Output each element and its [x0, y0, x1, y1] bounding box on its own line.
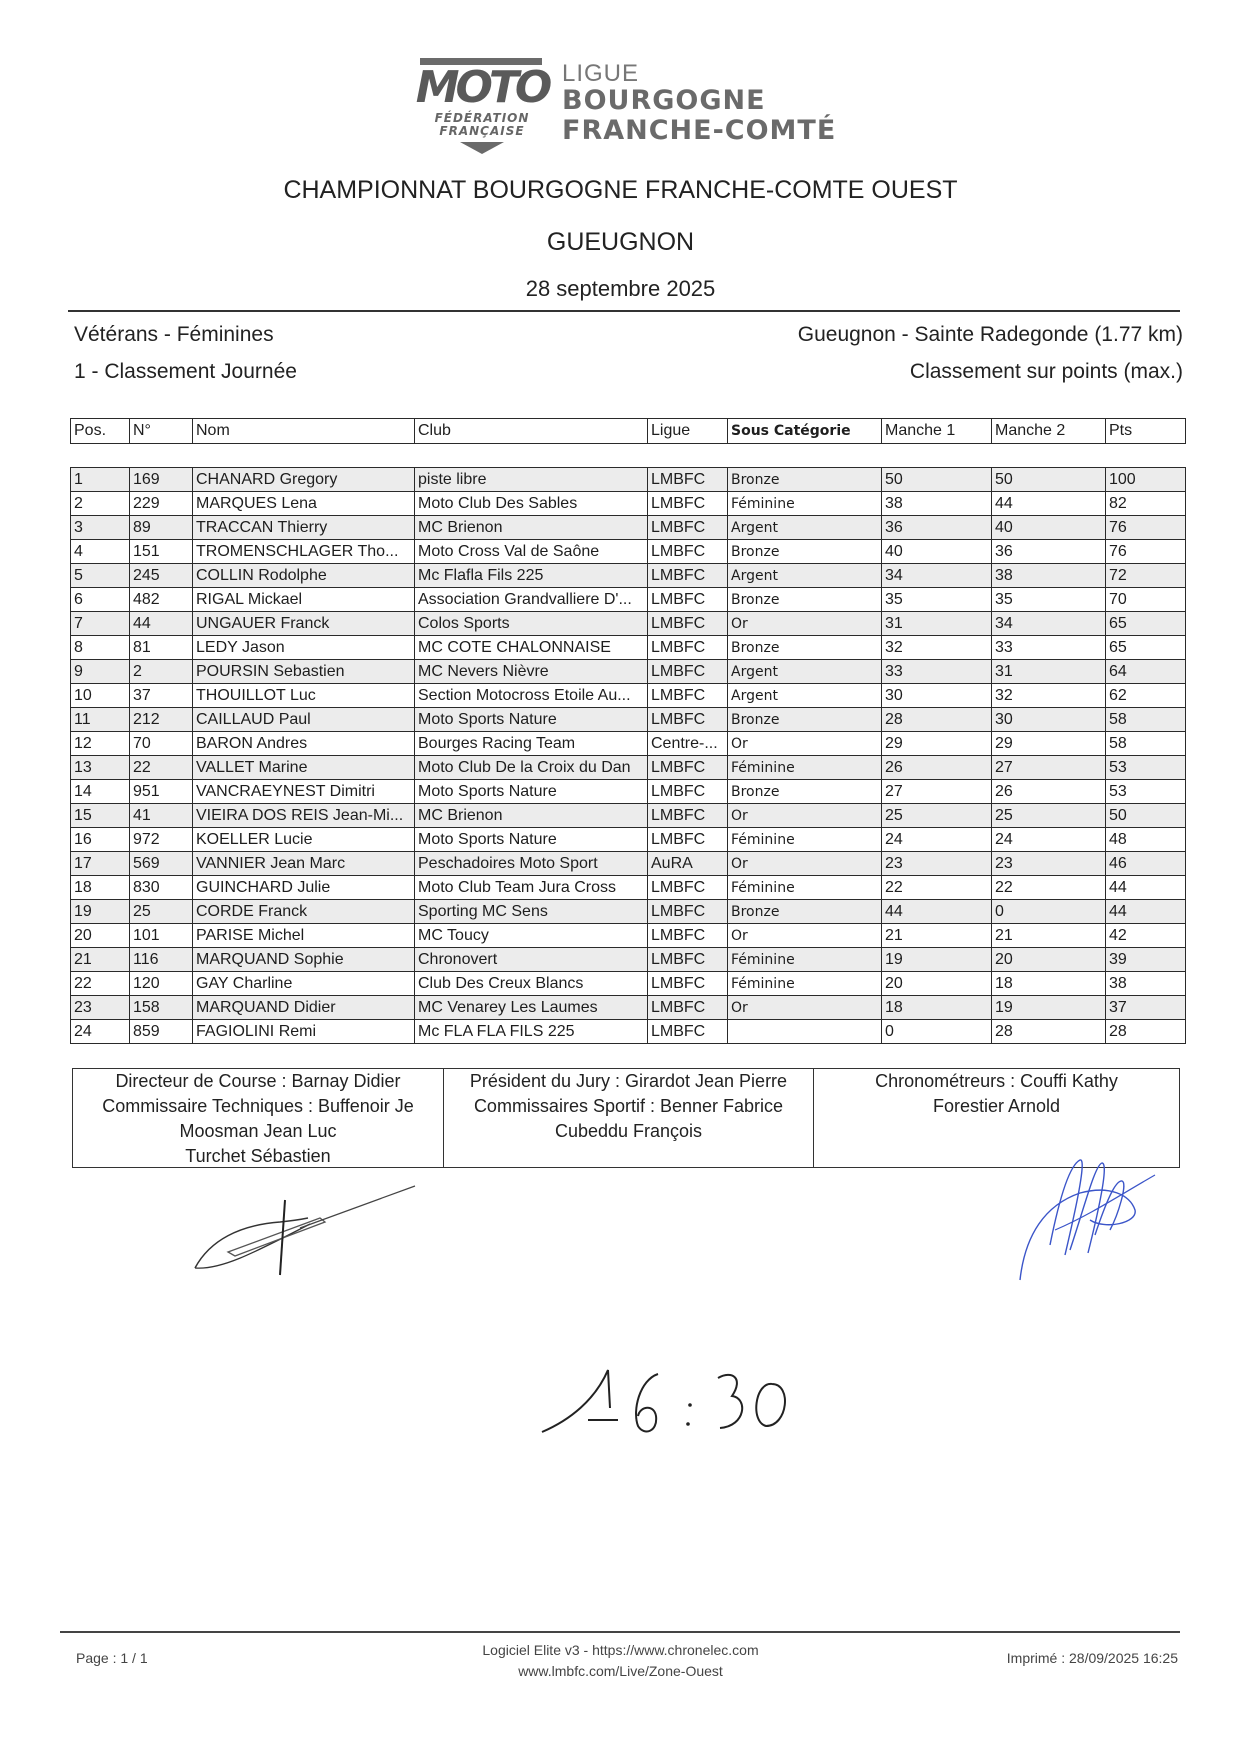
cell-subcategory: Féminine — [728, 492, 882, 516]
page-number: Page : 1 / 1 — [76, 1650, 148, 1666]
cell-pos: 24 — [71, 1020, 130, 1044]
cell-league: LMBFC — [648, 948, 728, 972]
race-director-signature — [180, 1180, 420, 1290]
cell-race2: 28 — [992, 1020, 1106, 1044]
cell-name: THOUILLOT Luc — [193, 684, 415, 708]
table-row — [71, 660, 1186, 684]
logo-ligue: LIGUE — [562, 60, 640, 87]
table-row — [71, 564, 1186, 588]
table-row — [71, 828, 1186, 852]
cell-club: Moto Club De la Croix du Dan — [415, 756, 648, 780]
cell-name: GAY Charline — [193, 972, 415, 996]
cell-number: 169 — [130, 468, 193, 492]
cell-number: 120 — [130, 972, 193, 996]
col-header-pos: Pos. — [71, 419, 130, 444]
cell-points: 65 — [1106, 612, 1186, 636]
cell-club: Moto Cross Val de Saône — [415, 540, 648, 564]
cell-subcategory: Bronze — [728, 468, 882, 492]
cell-club: MC Venarey Les Laumes — [415, 996, 648, 1020]
cell-race2: 33 — [992, 636, 1106, 660]
cell-race1: 19 — [882, 948, 992, 972]
cell-pos: 21 — [71, 948, 130, 972]
table-row — [71, 756, 1186, 780]
cell-league: LMBFC — [648, 972, 728, 996]
cell-points: 53 — [1106, 756, 1186, 780]
cell-club: Mc FLA FLA FILS 225 — [415, 1020, 648, 1044]
cell-number: 569 — [130, 852, 193, 876]
cell-pos: 8 — [71, 636, 130, 660]
cell-league: LMBFC — [648, 660, 728, 684]
cell-subcategory: Argent — [728, 684, 882, 708]
table-row — [71, 804, 1186, 828]
col-header-race2: Manche 2 — [992, 419, 1106, 444]
cell-name: RIGAL Mickael — [193, 588, 415, 612]
cell-race2: 27 — [992, 756, 1106, 780]
cell-league: LMBFC — [648, 492, 728, 516]
cell-subcategory — [728, 1020, 882, 1044]
cell-name: CORDE Franck — [193, 900, 415, 924]
cell-subcategory: Féminine — [728, 972, 882, 996]
cell-points: 48 — [1106, 828, 1186, 852]
cell-points: 100 — [1106, 468, 1186, 492]
cell-subcategory: Bronze — [728, 900, 882, 924]
cell-race1: 30 — [882, 684, 992, 708]
cell-club: MC Brienon — [415, 516, 648, 540]
cell-number: 41 — [130, 804, 193, 828]
cell-league: LMBFC — [648, 996, 728, 1020]
cell-points: 44 — [1106, 900, 1186, 924]
handwritten-time — [540, 1360, 800, 1460]
logo-region-line1: BOURGOGNE — [562, 85, 766, 116]
table-row — [71, 468, 1186, 492]
cell-number: 245 — [130, 564, 193, 588]
cell-subcategory: Féminine — [728, 876, 882, 900]
cell-name: POURSIN Sebastien — [193, 660, 415, 684]
cell-subcategory: Féminine — [728, 756, 882, 780]
cell-name: COLLIN Rodolphe — [193, 564, 415, 588]
cell-race1: 25 — [882, 804, 992, 828]
cell-pos: 12 — [71, 732, 130, 756]
cell-number: 951 — [130, 780, 193, 804]
cell-name: UNGAUER Franck — [193, 612, 415, 636]
cell-league: LMBFC — [648, 588, 728, 612]
cell-points: 44 — [1106, 876, 1186, 900]
cell-league: LMBFC — [648, 516, 728, 540]
cell-name: GUINCHARD Julie — [193, 876, 415, 900]
officials-race-direction — [73, 1069, 443, 1167]
cell-race1: 22 — [882, 876, 992, 900]
cell-race1: 44 — [882, 900, 992, 924]
cell-club: Sporting MC Sens — [415, 900, 648, 924]
cell-race2: 25 — [992, 804, 1106, 828]
cell-race2: 24 — [992, 828, 1106, 852]
col-header-number: N° — [130, 419, 193, 444]
table-row — [71, 732, 1186, 756]
cell-points: 37 — [1106, 996, 1186, 1020]
cell-race1: 29 — [882, 732, 992, 756]
results-table-header — [70, 418, 1186, 444]
cell-name: LEDY Jason — [193, 636, 415, 660]
logo-moto-text: MOTO — [415, 62, 549, 113]
cell-club: MC COTE CHALONNAISE — [415, 636, 648, 660]
cell-race2: 22 — [992, 876, 1106, 900]
table-row — [71, 780, 1186, 804]
cell-points: 58 — [1106, 732, 1186, 756]
cell-league: LMBFC — [648, 1020, 728, 1044]
cell-league: LMBFC — [648, 780, 728, 804]
cell-pos: 1 — [71, 468, 130, 492]
cell-subcategory: Bronze — [728, 588, 882, 612]
cell-league: LMBFC — [648, 564, 728, 588]
cell-race1: 50 — [882, 468, 992, 492]
cell-pos: 13 — [71, 756, 130, 780]
cell-league: LMBFC — [648, 756, 728, 780]
cell-race2: 30 — [992, 708, 1106, 732]
cell-pos: 17 — [71, 852, 130, 876]
cell-race1: 0 — [882, 1020, 992, 1044]
cell-subcategory: Or — [728, 996, 882, 1020]
cell-league: LMBFC — [648, 924, 728, 948]
cell-race1: 23 — [882, 852, 992, 876]
cell-league: LMBFC — [648, 468, 728, 492]
cell-points: 46 — [1106, 852, 1186, 876]
cell-race2: 36 — [992, 540, 1106, 564]
cell-subcategory: Argent — [728, 564, 882, 588]
cell-league: LMBFC — [648, 684, 728, 708]
results-table — [70, 467, 1186, 1044]
cell-number: 44 — [130, 612, 193, 636]
cell-pos: 2 — [71, 492, 130, 516]
cell-pos: 19 — [71, 900, 130, 924]
cell-club: Peschadoires Moto Sport — [415, 852, 648, 876]
logo-chevron-icon — [460, 142, 504, 154]
cell-name: BARON Andres — [193, 732, 415, 756]
cell-league: AuRA — [648, 852, 728, 876]
timekeeper-2: Forestier Arnold — [932, 1096, 1061, 1116]
cell-subcategory: Bronze — [728, 636, 882, 660]
cell-points: 62 — [1106, 684, 1186, 708]
cell-pos: 15 — [71, 804, 130, 828]
cell-number: 22 — [130, 756, 193, 780]
cell-club: MC Brienon — [415, 804, 648, 828]
cell-number: 972 — [130, 828, 193, 852]
timekeeper-signature — [1010, 1135, 1160, 1285]
league-logo — [412, 56, 842, 156]
technical-commissioners: Commissaire Techniques : Buffenoir Je — [102, 1096, 414, 1116]
track-label: Gueugnon - Sainte Radegonde (1.77 km) — [797, 323, 1183, 346]
cell-pos: 5 — [71, 564, 130, 588]
cell-pos: 22 — [71, 972, 130, 996]
logo-league-name — [562, 62, 836, 146]
cell-number: 70 — [130, 732, 193, 756]
cell-subcategory: Bronze — [728, 540, 882, 564]
cell-race2: 50 — [992, 468, 1106, 492]
cell-club: MC Toucy — [415, 924, 648, 948]
cell-race1: 24 — [882, 828, 992, 852]
table-row — [71, 684, 1186, 708]
cell-race2: 21 — [992, 924, 1106, 948]
table-row — [71, 852, 1186, 876]
cell-race1: 18 — [882, 996, 992, 1020]
cell-pos: 3 — [71, 516, 130, 540]
table-row — [71, 1020, 1186, 1044]
technical-commissioner-2: Moosman Jean Luc — [179, 1121, 337, 1141]
cell-race2: 35 — [992, 588, 1106, 612]
cell-name: CHANARD Gregory — [193, 468, 415, 492]
cell-club: MC Nevers Nièvre — [415, 660, 648, 684]
event-date: 28 septembre 2025 — [525, 276, 716, 301]
cell-pos: 11 — [71, 708, 130, 732]
table-row — [71, 948, 1186, 972]
cell-name: VANCRAEYNEST Dimitri — [193, 780, 415, 804]
cell-race2: 0 — [992, 900, 1106, 924]
footer-divider — [60, 1631, 1180, 1633]
cell-subcategory: Féminine — [728, 828, 882, 852]
cell-name: FAGIOLINI Remi — [193, 1020, 415, 1044]
live-results-link[interactable]: www.lmbfc.com/Live/Zone-Ouest — [518, 1663, 723, 1679]
cell-number: 229 — [130, 492, 193, 516]
cell-race2: 20 — [992, 948, 1106, 972]
table-row — [71, 876, 1186, 900]
cell-league: LMBFC — [648, 876, 728, 900]
cell-points: 38 — [1106, 972, 1186, 996]
cell-club: Chronovert — [415, 948, 648, 972]
cell-pos: 7 — [71, 612, 130, 636]
table-row — [71, 492, 1186, 516]
cell-name: VANNIER Jean Marc — [193, 852, 415, 876]
cell-club: Moto Club Des Sables — [415, 492, 648, 516]
cell-number: 2 — [130, 660, 193, 684]
cell-points: 82 — [1106, 492, 1186, 516]
cell-points: 50 — [1106, 804, 1186, 828]
cell-race2: 38 — [992, 564, 1106, 588]
cell-club: Section Motocross Etoile Au... — [415, 684, 648, 708]
cell-name: MARQUES Lena — [193, 492, 415, 516]
sport-commissioners: Commissaires Sportif : Benner Fabrice — [473, 1096, 784, 1116]
cell-number: 89 — [130, 516, 193, 540]
ranking-mode-label: Classement sur points (max.) — [909, 360, 1183, 383]
cell-league: LMBFC — [648, 708, 728, 732]
cell-league: LMBFC — [648, 828, 728, 852]
cell-race2: 44 — [992, 492, 1106, 516]
cell-points: 72 — [1106, 564, 1186, 588]
cell-subcategory: Or — [728, 804, 882, 828]
cell-club: Colos Sports — [415, 612, 648, 636]
cell-race1: 35 — [882, 588, 992, 612]
officials-jury — [443, 1069, 813, 1167]
software-credit: Logiciel Elite v3 - https://www.chronelec.com — [482, 1642, 759, 1658]
header-row — [71, 419, 1186, 444]
cell-race2: 29 — [992, 732, 1106, 756]
cell-pos: 18 — [71, 876, 130, 900]
cell-points: 65 — [1106, 636, 1186, 660]
logo-federation-line1: FÉDÉRATION — [434, 111, 530, 125]
category-label: Vétérans - Féminines — [74, 323, 274, 346]
table-row — [71, 588, 1186, 612]
cell-pos: 16 — [71, 828, 130, 852]
cell-number: 859 — [130, 1020, 193, 1044]
cell-club: Moto Sports Nature — [415, 708, 648, 732]
cell-name: KOELLER Lucie — [193, 828, 415, 852]
cell-club: Club Des Creux Blancs — [415, 972, 648, 996]
cell-pos: 4 — [71, 540, 130, 564]
cell-pos: 10 — [71, 684, 130, 708]
cell-club: Moto Sports Nature — [415, 780, 648, 804]
cell-number: 151 — [130, 540, 193, 564]
cell-race1: 27 — [882, 780, 992, 804]
cell-race2: 40 — [992, 516, 1106, 540]
cell-race1: 40 — [882, 540, 992, 564]
cell-league: Centre-... — [648, 732, 728, 756]
cell-club: Association Grandvalliere D'... — [415, 588, 648, 612]
table-row — [71, 612, 1186, 636]
cell-club: Mc Flafla Fils 225 — [415, 564, 648, 588]
cell-number: 830 — [130, 876, 193, 900]
cell-subcategory: Argent — [728, 516, 882, 540]
cell-points: 64 — [1106, 660, 1186, 684]
cell-number: 158 — [130, 996, 193, 1020]
cell-name: PARISE Michel — [193, 924, 415, 948]
cell-race1: 32 — [882, 636, 992, 660]
table-row — [71, 516, 1186, 540]
cell-points: 42 — [1106, 924, 1186, 948]
cell-club: Bourges Racing Team — [415, 732, 648, 756]
cell-name: CAILLAUD Paul — [193, 708, 415, 732]
cell-race2: 32 — [992, 684, 1106, 708]
cell-race1: 34 — [882, 564, 992, 588]
cell-name: TRACCAN Thierry — [193, 516, 415, 540]
cell-league: LMBFC — [648, 612, 728, 636]
cell-points: 28 — [1106, 1020, 1186, 1044]
cell-name: VALLET Marine — [193, 756, 415, 780]
cell-pos: 23 — [71, 996, 130, 1020]
table-row — [71, 708, 1186, 732]
cell-race2: 19 — [992, 996, 1106, 1020]
timekeeper-1: Chronométreurs : Couffi Kathy — [875, 1071, 1118, 1091]
cell-club: Moto Sports Nature — [415, 828, 648, 852]
ffm-moto-badge — [412, 56, 552, 156]
col-header-league: Ligue — [648, 419, 728, 444]
cell-subcategory: Or — [728, 852, 882, 876]
cell-club: piste libre — [415, 468, 648, 492]
cell-points: 58 — [1106, 708, 1186, 732]
jury-president: Président du Jury : Girardot Jean Pierre — [469, 1071, 788, 1091]
cell-name: MARQUAND Sophie — [193, 948, 415, 972]
cell-pos: 14 — [71, 780, 130, 804]
cell-name: VIEIRA DOS REIS Jean-Mi... — [193, 804, 415, 828]
col-header-name: Nom — [193, 419, 415, 444]
sport-commissioner-2: Cubeddu François — [554, 1121, 703, 1141]
cell-subcategory: Or — [728, 924, 882, 948]
championship-title: CHAMPIONNAT BOURGOGNE FRANCHE-COMTE OUEST — [283, 176, 958, 204]
cell-points: 53 — [1106, 780, 1186, 804]
cell-name: TROMENSCHLAGER Tho... — [193, 540, 415, 564]
cell-number: 116 — [130, 948, 193, 972]
cell-league: LMBFC — [648, 804, 728, 828]
logo-region-line2: FRANCHE-COMTÉ — [562, 115, 837, 146]
cell-club: Moto Club Team Jura Cross — [415, 876, 648, 900]
cell-league: LMBFC — [648, 540, 728, 564]
col-header-subcategory: Sous Catégorie — [728, 419, 882, 444]
cell-race2: 34 — [992, 612, 1106, 636]
cell-race1: 38 — [882, 492, 992, 516]
table-row — [71, 540, 1186, 564]
cell-points: 70 — [1106, 588, 1186, 612]
race-director: Directeur de Course : Barnay Didier — [115, 1071, 401, 1091]
cell-number: 37 — [130, 684, 193, 708]
technical-commissioner-3: Turchet Sébastien — [185, 1146, 331, 1166]
table-row — [71, 636, 1186, 660]
cell-race1: 21 — [882, 924, 992, 948]
cell-points: 76 — [1106, 540, 1186, 564]
cell-number: 212 — [130, 708, 193, 732]
cell-number: 482 — [130, 588, 193, 612]
logo-federation-line2: FRANÇAISE — [439, 124, 525, 138]
cell-points: 76 — [1106, 516, 1186, 540]
cell-race1: 20 — [882, 972, 992, 996]
cell-subcategory: Argent — [728, 660, 882, 684]
cell-pos: 9 — [71, 660, 130, 684]
table-row — [71, 900, 1186, 924]
table-row — [71, 972, 1186, 996]
cell-subcategory: Or — [728, 612, 882, 636]
header-divider — [68, 310, 1180, 312]
cell-race2: 18 — [992, 972, 1106, 996]
print-timestamp: Imprimé : 28/09/2025 16:25 — [1006, 1650, 1178, 1666]
cell-subcategory: Bronze — [728, 780, 882, 804]
cell-subcategory: Féminine — [728, 948, 882, 972]
cell-race1: 26 — [882, 756, 992, 780]
cell-subcategory: Or — [728, 732, 882, 756]
cell-race2: 26 — [992, 780, 1106, 804]
cell-race1: 31 — [882, 612, 992, 636]
logo-federation-text — [412, 112, 552, 138]
cell-race1: 36 — [882, 516, 992, 540]
cell-league: LMBFC — [648, 636, 728, 660]
cell-number: 101 — [130, 924, 193, 948]
cell-race1: 33 — [882, 660, 992, 684]
cell-number: 81 — [130, 636, 193, 660]
cell-name: MARQUAND Didier — [193, 996, 415, 1020]
table-row — [71, 924, 1186, 948]
cell-number: 25 — [130, 900, 193, 924]
cell-league: LMBFC — [648, 900, 728, 924]
classification-label: 1 - Classement Journée — [74, 360, 297, 383]
cell-points: 39 — [1106, 948, 1186, 972]
cell-pos: 6 — [71, 588, 130, 612]
cell-race1: 28 — [882, 708, 992, 732]
cell-race2: 31 — [992, 660, 1106, 684]
col-header-club: Club — [415, 419, 648, 444]
table-row — [71, 996, 1186, 1020]
cell-pos: 20 — [71, 924, 130, 948]
col-header-race1: Manche 1 — [882, 419, 992, 444]
cell-race2: 23 — [992, 852, 1106, 876]
col-header-points: Pts — [1106, 419, 1186, 444]
cell-subcategory: Bronze — [728, 708, 882, 732]
venue-title: GUEUGNON — [546, 228, 695, 256]
